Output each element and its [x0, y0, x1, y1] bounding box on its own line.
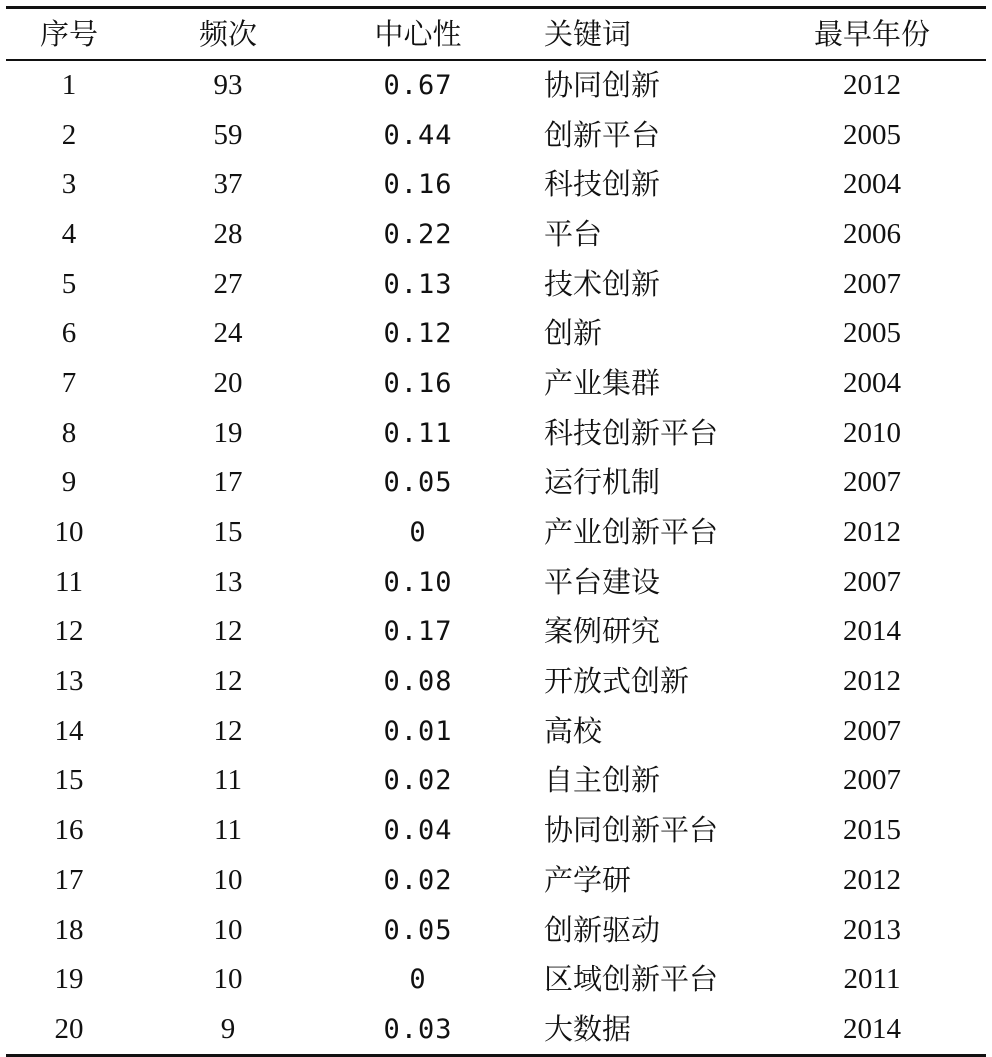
cell-keyword: 科技创新平台 [544, 415, 719, 450]
cell-frequency: 59 [213, 118, 243, 151]
cell-keyword: 产学研 [544, 862, 632, 897]
cell-earliest-year: 2012 [843, 863, 901, 896]
cell-frequency: 19 [213, 416, 243, 449]
cell-frequency: 13 [213, 565, 243, 598]
cell-index: 11 [55, 565, 83, 598]
table-body [6, 61, 986, 1055]
cell-centrality: 0.44 [383, 119, 453, 151]
cell-index: 9 [61, 466, 77, 499]
cell-centrality: 0.10 [383, 566, 453, 598]
cell-earliest-year: 2012 [843, 665, 901, 698]
cell-keyword: 平台建设 [544, 564, 661, 599]
cell-frequency: 11 [214, 764, 242, 797]
cell-index: 15 [54, 764, 84, 797]
cell-centrality: 0 [409, 964, 427, 996]
cell-index: 19 [54, 963, 84, 996]
cell-index: 18 [54, 913, 84, 946]
table-row [6, 408, 986, 458]
table-row [6, 458, 986, 508]
cell-index: 10 [54, 516, 84, 549]
header-frequency: 频次 [198, 16, 257, 51]
cell-earliest-year: 2007 [843, 565, 901, 598]
cell-index: 5 [61, 267, 77, 300]
cell-index: 4 [61, 217, 77, 250]
table-row [6, 756, 986, 806]
table-header-row [6, 9, 986, 59]
cell-frequency: 12 [213, 615, 243, 648]
cell-centrality: 0.11 [383, 417, 453, 449]
header-earliest-year: 最早年份 [813, 16, 930, 51]
cell-earliest-year: 2012 [843, 68, 901, 101]
keyword-table [6, 6, 986, 1057]
cell-index: 12 [54, 615, 84, 648]
table-row [6, 706, 986, 756]
cell-index: 8 [61, 416, 77, 449]
cell-keyword: 创新 [544, 316, 603, 351]
cell-centrality: 0.02 [383, 864, 453, 896]
cell-index: 3 [61, 168, 77, 201]
cell-earliest-year: 2012 [843, 516, 901, 549]
table-row [6, 557, 986, 607]
table-row [6, 259, 986, 309]
cell-centrality: 0.67 [383, 69, 453, 101]
cell-centrality: 0.22 [383, 218, 453, 250]
table-row [6, 359, 986, 409]
cell-centrality: 0.08 [383, 666, 453, 698]
cell-earliest-year: 2007 [843, 714, 901, 747]
cell-earliest-year: 2007 [843, 764, 901, 797]
cell-earliest-year: 2004 [843, 168, 901, 201]
cell-frequency: 93 [213, 68, 243, 101]
cell-centrality: 0.01 [383, 715, 453, 747]
table-row [6, 905, 986, 955]
cell-earliest-year: 2013 [843, 913, 901, 946]
cell-keyword: 运行机制 [544, 465, 661, 500]
cell-keyword: 创新平台 [544, 117, 661, 152]
cell-keyword: 科技创新 [544, 167, 661, 202]
cell-frequency: 20 [213, 366, 243, 399]
cell-index: 7 [61, 366, 77, 399]
cell-keyword: 大数据 [544, 1011, 632, 1046]
cell-index: 17 [54, 863, 84, 896]
table-row [6, 210, 986, 260]
cell-keyword: 平台 [544, 216, 603, 251]
cell-keyword: 高校 [544, 713, 603, 748]
cell-centrality: 0.03 [383, 1013, 453, 1045]
cell-earliest-year: 2011 [843, 963, 901, 996]
table-row [6, 508, 986, 558]
cell-keyword: 协同创新 [544, 67, 661, 102]
cell-centrality: 0.12 [383, 318, 453, 350]
header-index: 序号 [39, 16, 98, 51]
cell-frequency: 10 [213, 863, 243, 896]
cell-frequency: 15 [213, 516, 243, 549]
cell-earliest-year: 2007 [843, 466, 901, 499]
cell-centrality: 0.16 [383, 367, 453, 399]
cell-centrality: 0.04 [383, 815, 453, 847]
cell-index: 6 [61, 317, 77, 350]
cell-keyword: 创新驱动 [544, 912, 661, 947]
cell-frequency: 12 [213, 665, 243, 698]
table-row [6, 856, 986, 906]
header-centrality: 中心性 [374, 16, 462, 51]
table-row [6, 61, 986, 111]
table-row [6, 657, 986, 707]
cell-keyword: 产业创新平台 [544, 515, 719, 550]
cell-frequency: 37 [213, 168, 243, 201]
cell-frequency: 9 [220, 1012, 236, 1045]
cell-keyword: 协同创新平台 [544, 813, 719, 848]
cell-frequency: 17 [213, 466, 243, 499]
cell-keyword: 案例研究 [544, 614, 661, 649]
cell-index: 16 [54, 814, 84, 847]
cell-centrality: 0.02 [383, 765, 453, 797]
cell-earliest-year: 2007 [843, 267, 901, 300]
cell-frequency: 11 [214, 814, 242, 847]
cell-frequency: 24 [213, 317, 243, 350]
cell-centrality: 0.05 [383, 467, 453, 499]
cell-centrality: 0.05 [383, 914, 453, 946]
cell-centrality: 0.13 [383, 268, 453, 300]
table-row [6, 110, 986, 160]
cell-earliest-year: 2014 [843, 1012, 901, 1045]
header-keyword: 关键词 [544, 16, 632, 51]
table-row [6, 607, 986, 657]
cell-index: 14 [54, 714, 84, 747]
cell-earliest-year: 2015 [843, 814, 901, 847]
cell-keyword: 产业集群 [544, 365, 661, 400]
cell-frequency: 12 [213, 714, 243, 747]
cell-keyword: 开放式创新 [544, 664, 690, 699]
cell-index: 1 [61, 68, 77, 101]
cell-keyword: 自主创新 [544, 763, 661, 798]
cell-frequency: 28 [213, 217, 243, 250]
table-row [6, 160, 986, 210]
table-row [6, 806, 986, 856]
cell-earliest-year: 2005 [843, 317, 901, 350]
cell-index: 13 [54, 665, 84, 698]
cell-index: 2 [61, 118, 77, 151]
cell-index: 20 [54, 1012, 84, 1045]
cell-frequency: 27 [213, 267, 243, 300]
cell-frequency: 10 [213, 963, 243, 996]
table-row [6, 955, 986, 1005]
cell-centrality: 0.17 [383, 616, 453, 648]
cell-keyword: 技术创新 [544, 266, 661, 301]
cell-earliest-year: 2014 [843, 615, 901, 648]
table-row [6, 1005, 986, 1055]
cell-earliest-year: 2006 [843, 217, 901, 250]
cell-earliest-year: 2005 [843, 118, 901, 151]
cell-earliest-year: 2010 [843, 416, 901, 449]
cell-frequency: 10 [213, 913, 243, 946]
cell-centrality: 0 [409, 517, 427, 549]
table-row [6, 309, 986, 359]
cell-keyword: 区域创新平台 [544, 962, 719, 997]
cell-earliest-year: 2004 [843, 366, 901, 399]
cell-centrality: 0.16 [383, 169, 453, 201]
